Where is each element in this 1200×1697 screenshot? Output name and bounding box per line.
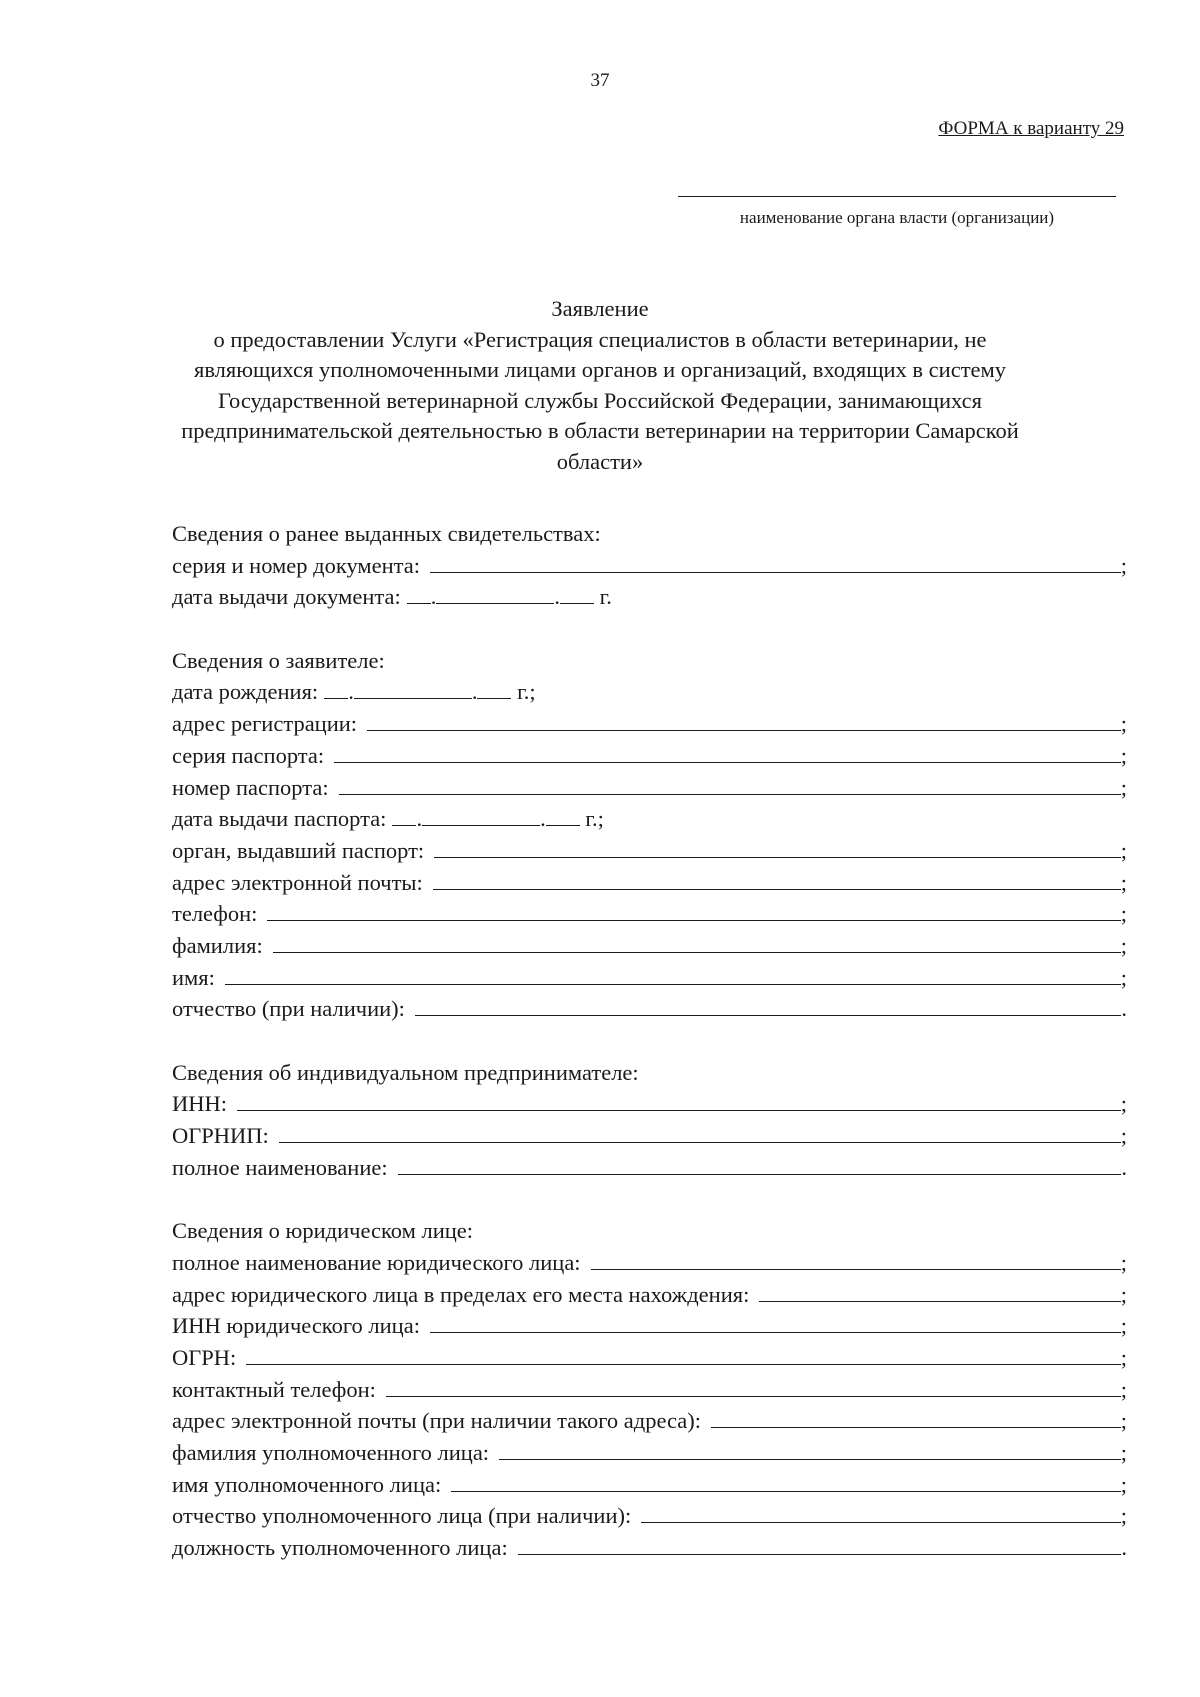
le-phone-row [172, 1374, 1127, 1406]
legal-entity-heading: Сведения о юридическом лице: [172, 1218, 474, 1244]
page-number: 37 [590, 70, 610, 91]
le-inn-label: ИНН юридического лица: [172, 1313, 420, 1339]
birth-date-day-input[interactable] [324, 678, 348, 699]
authority-name-line[interactable] [678, 196, 1116, 197]
ip-full-name-label: полное наименование: [172, 1154, 388, 1180]
applicant-phone-end: ; [1120, 901, 1127, 927]
applicant-heading: Сведения о заявителе: [172, 647, 385, 673]
doc-date-year-input[interactable] [560, 583, 594, 604]
section-spacer [172, 1025, 1127, 1057]
surname-label: фамилия: [172, 932, 263, 958]
applicant-email-row [172, 867, 1127, 899]
authority-name-field [678, 196, 1116, 228]
passport-date-row [172, 803, 1127, 835]
le-ogrn-label: ОГРН: [172, 1344, 237, 1370]
le-full-name-end: ; [1120, 1249, 1127, 1275]
name-input[interactable] [225, 964, 1121, 985]
doc-date-month-input[interactable] [436, 583, 554, 604]
rep-position-end: . [1121, 1535, 1127, 1560]
doc-date-label: дата выдачи документа: [172, 584, 401, 610]
ogrnip-input[interactable] [279, 1122, 1121, 1143]
ip-full-name-row [172, 1152, 1127, 1184]
ip-inn-label: ИНН: [172, 1091, 227, 1117]
le-full-name-input[interactable] [591, 1249, 1121, 1270]
title-line-5: предпринимательской деятельностью в области ветеринарии на территории Самарской [181, 418, 1019, 443]
applicant-email-label: адрес электронной почты: [172, 869, 423, 895]
birth-date-year-input[interactable] [477, 678, 511, 699]
le-phone-label: контактный телефон: [172, 1376, 376, 1402]
title-line-6: области» [556, 448, 644, 474]
doc-date-dot-1: . [430, 584, 437, 610]
rep-name-input[interactable] [451, 1471, 1121, 1492]
reg-address-label: адрес регистрации: [172, 711, 358, 737]
passport-date-label: дата выдачи паспорта: [172, 806, 387, 832]
rep-surname-label: фамилия уполномоченного лица: [172, 1439, 490, 1465]
doc-date-dot-2: . [554, 584, 560, 610]
passport-issuer-end: ; [1120, 837, 1127, 863]
passport-series-label: серия паспорта: [172, 742, 325, 768]
reg-address-input[interactable] [367, 710, 1121, 731]
name-label: имя: [172, 964, 215, 990]
rep-patronymic-end: ; [1120, 1503, 1127, 1529]
le-ogrn-input[interactable] [246, 1344, 1120, 1365]
le-email-row [172, 1405, 1127, 1437]
title-line-2: о предоставлении Услуги «Регистрация специалистов в области ветеринарии, не [213, 326, 987, 352]
birth-date-label: дата рождения: [172, 679, 319, 705]
le-email-label: адрес электронной почты (при наличии такого адреса): [172, 1408, 702, 1434]
form-fields [172, 518, 1127, 1564]
patronymic-end: . [1121, 996, 1127, 1022]
le-ogrn-row [172, 1342, 1127, 1374]
passport-date-year-input[interactable] [546, 805, 580, 826]
rep-surname-input[interactable] [499, 1439, 1121, 1460]
form-variant-label: ФОРМА к варианту 29 [938, 118, 1124, 139]
passport-series-row [172, 740, 1127, 772]
rep-name-label: имя уполномоченного лица: [172, 1471, 442, 1497]
birth-date-dot-2: . [471, 679, 478, 705]
le-address-input[interactable] [759, 1281, 1120, 1302]
ip-inn-input[interactable] [237, 1090, 1121, 1111]
patronymic-row [172, 993, 1127, 1025]
passport-number-label: номер паспорта: [172, 774, 329, 800]
patronymic-input[interactable] [415, 995, 1121, 1016]
title-line-3: являющихся уполномоченными лицами органов и организаций, входящих в систему [193, 357, 1007, 382]
name-end: ; [1120, 964, 1127, 990]
birth-date-month-input[interactable] [354, 678, 472, 699]
passport-series-end: ; [1120, 742, 1127, 768]
ip-inn-row [172, 1088, 1127, 1120]
passport-date-day-input[interactable] [392, 805, 416, 826]
le-address-end: ; [1120, 1281, 1127, 1307]
le-full-name-label: полное наименование юридического лица: [172, 1249, 581, 1275]
passport-date-dot-1: . [416, 806, 423, 832]
rep-name-row [172, 1469, 1127, 1501]
passport-date-end: г.; [579, 806, 604, 832]
surname-row [172, 930, 1127, 962]
le-inn-end: ; [1120, 1313, 1127, 1339]
passport-date-month-input[interactable] [422, 805, 540, 826]
applicant-phone-row [172, 898, 1127, 930]
passport-issuer-label: орган, выдавший паспорт: [172, 837, 425, 863]
applicant-phone-label: телефон: [172, 901, 258, 927]
passport-series-input[interactable] [334, 742, 1121, 763]
title-line-4: Государственной ветеринарной службы Российской Федерации, занимающихся [218, 387, 982, 413]
passport-number-input[interactable] [339, 774, 1121, 795]
le-email-input[interactable] [711, 1407, 1121, 1428]
birth-date-dot-1: . [348, 679, 354, 705]
rep-patronymic-row [172, 1500, 1127, 1532]
rep-patronymic-input[interactable] [641, 1502, 1120, 1523]
doc-date-row [172, 581, 1127, 613]
passport-date-dot-2: . [540, 806, 546, 832]
reg-address-end: ; [1120, 711, 1127, 737]
le-inn-input[interactable] [430, 1312, 1121, 1333]
rep-name-end: ; [1120, 1471, 1127, 1497]
doc-date-day-input[interactable] [407, 583, 431, 604]
rep-surname-end: ; [1120, 1439, 1127, 1465]
rep-position-input[interactable] [518, 1534, 1122, 1555]
document-title [150, 294, 1050, 477]
doc-number-input[interactable] [430, 552, 1121, 573]
entrepreneur-heading: Сведения об индивидуальном предпринимателе: [172, 1059, 639, 1085]
ip-full-name-input[interactable] [398, 1154, 1122, 1175]
ogrnip-end: ; [1120, 1123, 1127, 1149]
doc-number-end: ; [1120, 552, 1127, 578]
rep-position-label: должность уполномоченного лица: [172, 1535, 508, 1560]
le-full-name-row [172, 1247, 1127, 1279]
le-phone-end: ; [1120, 1376, 1127, 1402]
birth-date-end: г.; [511, 679, 536, 705]
ogrnip-label: ОГРНИП: [172, 1123, 269, 1149]
passport-number-end: ; [1120, 774, 1127, 800]
doc-number-label: серия и номер документа: [172, 552, 421, 578]
passport-number-row [172, 772, 1127, 804]
doc-number-row [172, 550, 1127, 582]
passport-issuer-row [172, 835, 1127, 867]
applicant-phone-input[interactable] [267, 900, 1120, 921]
section-spacer [172, 613, 1127, 645]
rep-patronymic-label: отчество уполномоченного лица (при наличии): [172, 1503, 632, 1529]
title-line-1: Заявление [551, 296, 649, 321]
doc-date-end: г. [593, 584, 612, 610]
le-phone-input[interactable] [386, 1376, 1121, 1397]
section-spacer [172, 1183, 1127, 1215]
surname-input[interactable] [273, 932, 1121, 953]
ip-full-name-end: . [1121, 1154, 1127, 1180]
birth-date-row [172, 676, 1127, 708]
certificates-heading: Сведения о ранее выданных свидетельствах: [172, 521, 601, 546]
rep-position-row [172, 1532, 1127, 1564]
patronymic-label: отчество (при наличии): [172, 996, 405, 1022]
le-ogrn-end: ; [1120, 1344, 1127, 1370]
applicant-email-end: ; [1120, 869, 1127, 895]
rep-surname-row [172, 1437, 1127, 1469]
reg-address-row [172, 708, 1127, 740]
le-email-end: ; [1120, 1408, 1127, 1434]
le-inn-row [172, 1310, 1127, 1342]
ip-inn-end: ; [1120, 1091, 1127, 1117]
le-address-label: адрес юридического лица в пределах его места нахождения: [172, 1281, 750, 1307]
authority-name-caption: наименование органа власти (организации) [739, 208, 1055, 227]
le-address-row [172, 1279, 1127, 1311]
passport-issuer-input[interactable] [434, 837, 1121, 858]
applicant-email-input[interactable] [433, 869, 1121, 890]
name-row [172, 962, 1127, 994]
ogrnip-row [172, 1120, 1127, 1152]
surname-end: ; [1120, 932, 1127, 958]
